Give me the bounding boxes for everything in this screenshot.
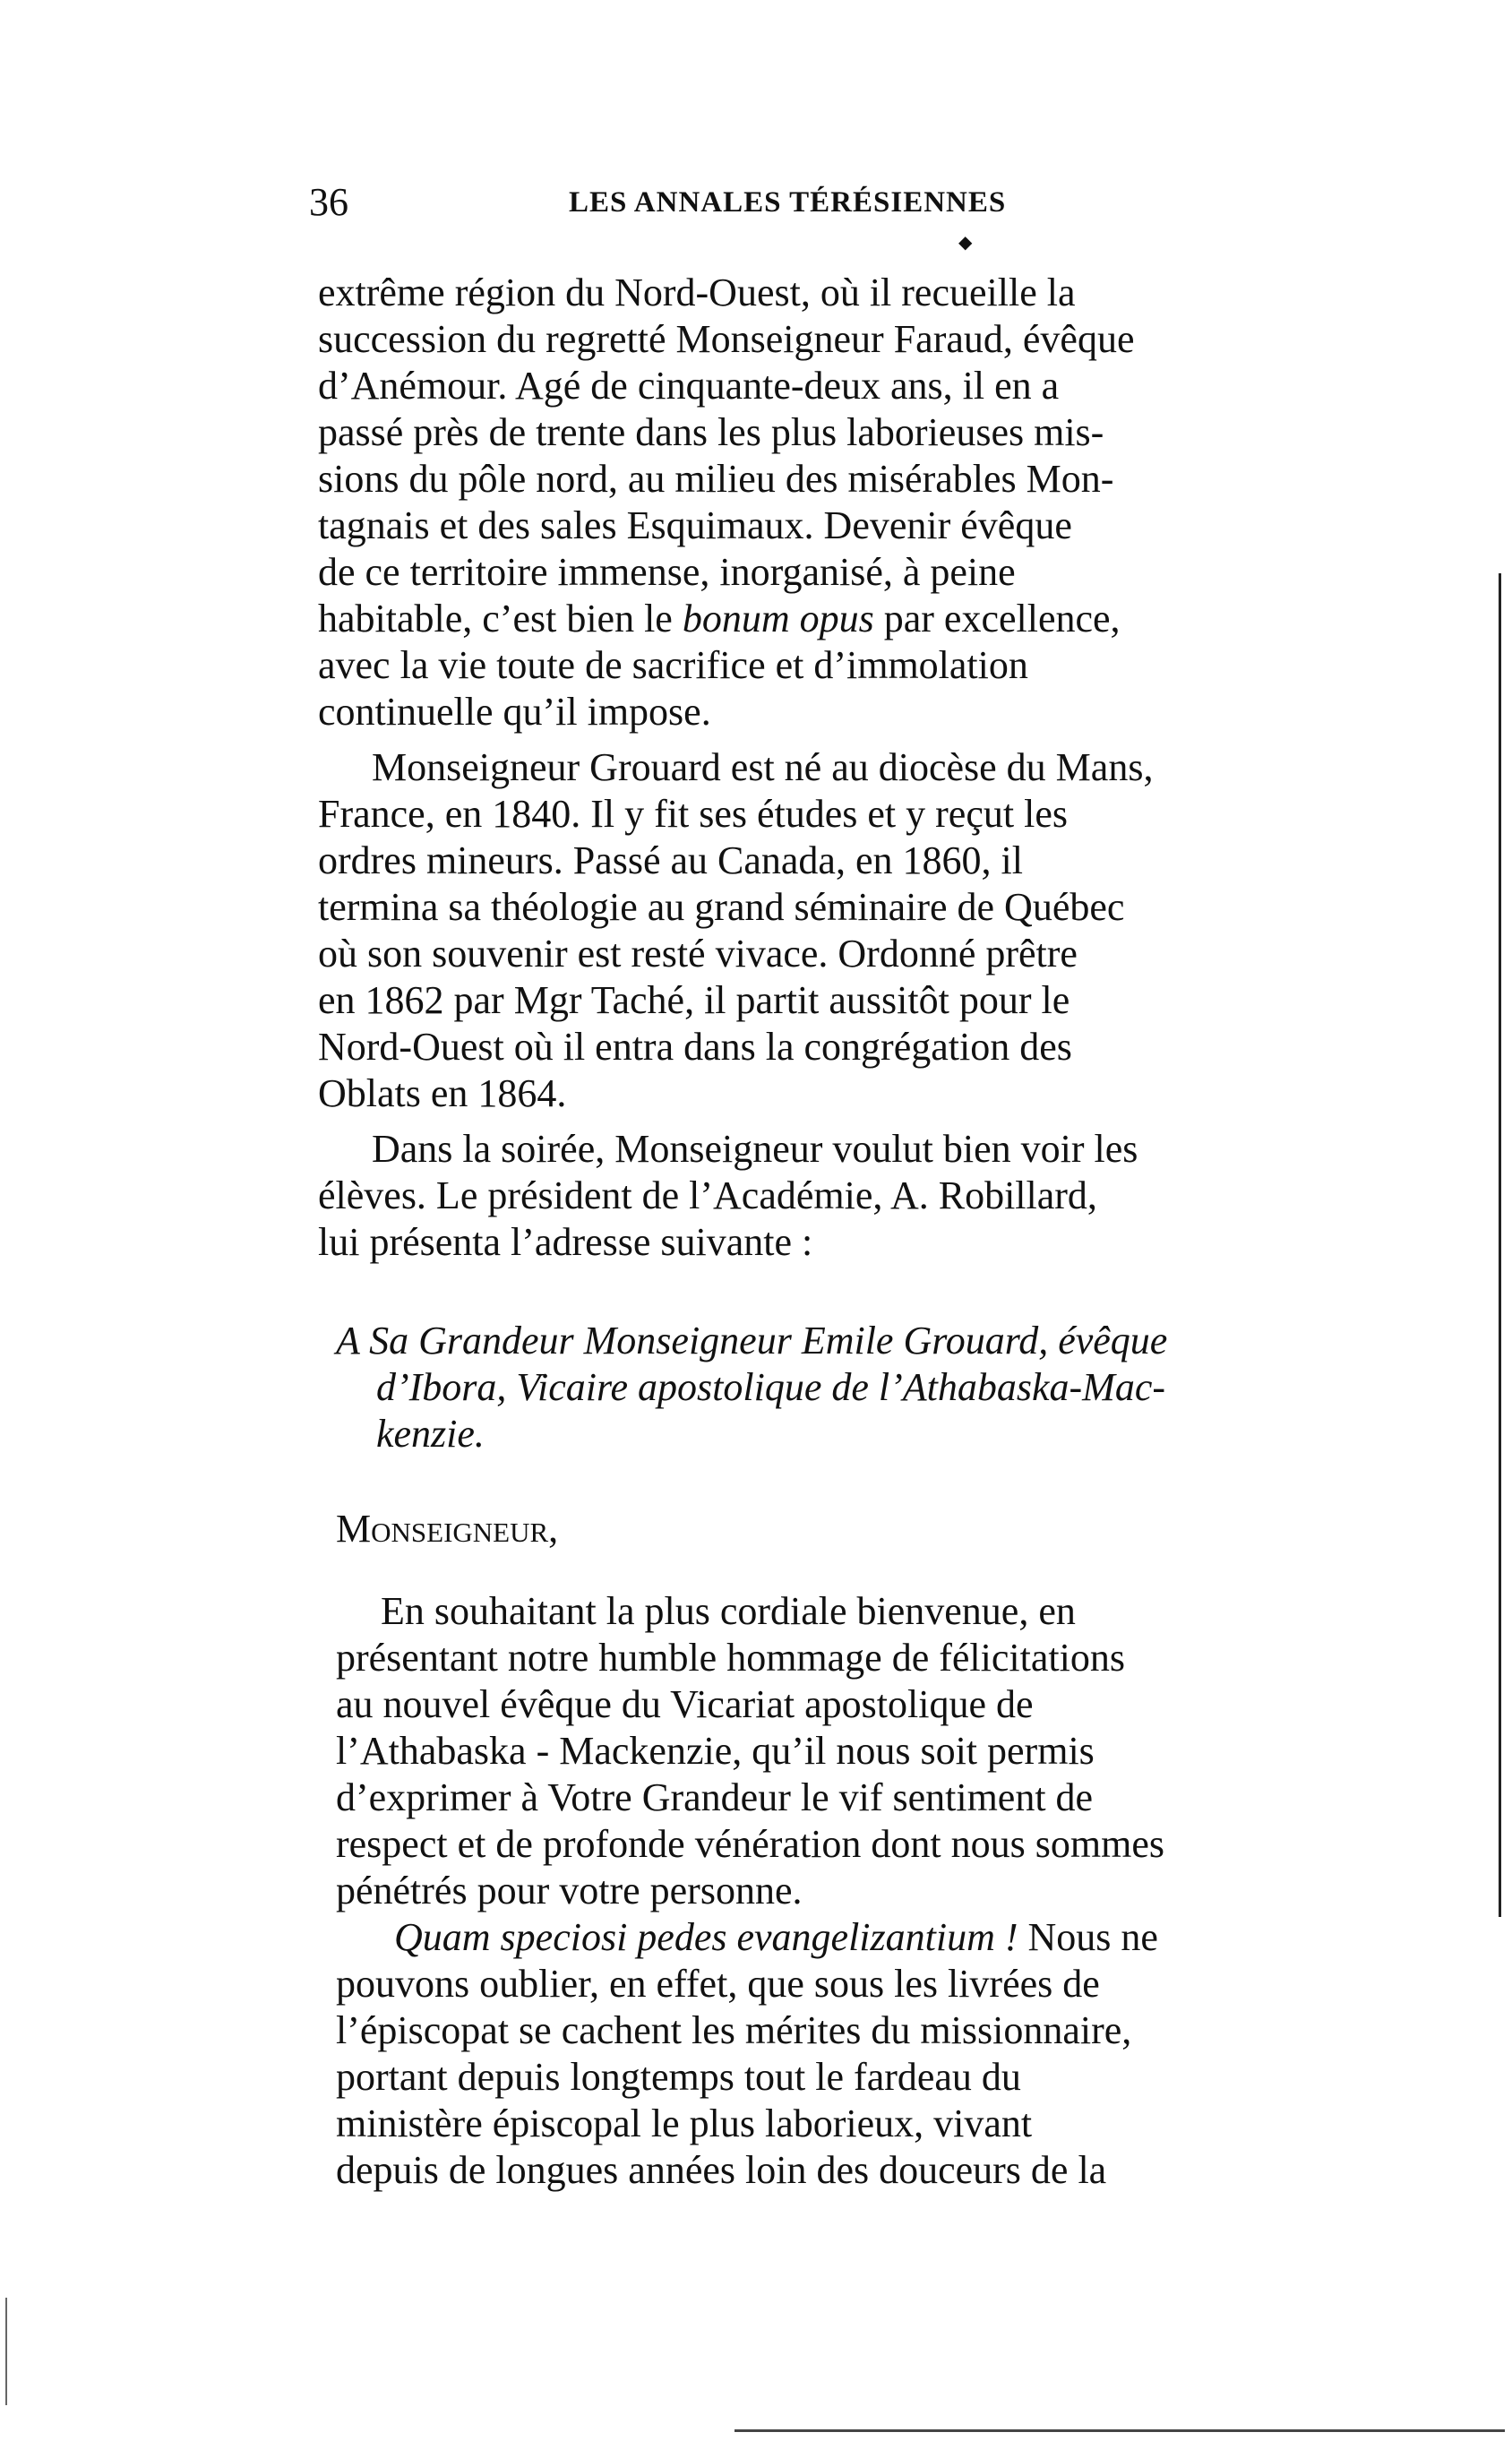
text-line: d’exprimer à Votre Grandeur le vif sentiment de — [336, 1775, 1094, 1819]
address-heading: kenzie. — [376, 1412, 485, 1456]
text-line: extrême région du Nord-Ouest, où il recueille la — [318, 271, 1076, 314]
text-line: passé près de trente dans les plus laborieuses mis- — [318, 410, 1104, 454]
text-line: lui présenta l’adresse suivante : — [318, 1220, 813, 1264]
ornament-dot: ◆ — [958, 233, 973, 253]
page-edge-left — [5, 2298, 7, 2405]
text-line: depuis de longues années loin des douceurs de la — [336, 2148, 1107, 2192]
text-line: Monseigneur Grouard est né au diocèse du Mans, — [372, 745, 1154, 789]
italic-phrase: bonum opus — [682, 597, 874, 640]
salutation: Monseigneur, — [336, 1507, 559, 1551]
text-run: habitable, c’est bien le — [318, 597, 683, 640]
text-line: de ce territoire immense, inorganisé, à peine — [318, 550, 1016, 594]
text-line: En souhaitant la plus cordiale bienvenue, en — [381, 1589, 1076, 1633]
address-heading: d’Ibora, Vicaire apostolique de l’Athabaska-Mac- — [376, 1365, 1166, 1409]
text-line: France, en 1840. Il y fit ses études et y reçut les — [318, 792, 1068, 836]
address-heading: A Sa Grandeur Monseigneur Emile Grouard, évêque — [336, 1319, 1168, 1362]
text-line: Dans la soirée, Monseigneur voulut bien voir les — [372, 1127, 1138, 1171]
text-line: pouvons oublier, en effet, que sous les livrées de — [336, 1962, 1100, 2006]
latin-quote: Quam speciosi pedes evangelizantium ! — [394, 1915, 1018, 1959]
text-line: respect et de profonde vénération dont nous sommes — [336, 1822, 1164, 1866]
text-line: continuelle qu’il impose. — [318, 690, 711, 734]
text-line: d’Anémour. Agé de cinquante-deux ans, il en a — [318, 364, 1060, 408]
text-run: Nous ne — [1018, 1915, 1158, 1959]
page-edge-bottom — [735, 2429, 1505, 2432]
text-line: ordres mineurs. Passé au Canada, en 1860, il — [318, 838, 1023, 882]
text-line: succession du regretté Monseigneur Faraud, évêque — [318, 317, 1135, 361]
text-line: l’épiscopat se cachent les mérites du missionnaire, — [336, 2008, 1132, 2052]
text-line: au nouvel évêque du Vicariat apostolique de — [336, 1682, 1034, 1726]
text-line: termina sa théologie au grand séminaire de Québec — [318, 885, 1125, 929]
running-title: LES ANNALES TÉRÉSIENNES — [569, 186, 1007, 219]
text-line: présentant notre humble hommage de félicitations — [336, 1636, 1125, 1680]
text-line: tagnais et des sales Esquimaux. Devenir évêque — [318, 503, 1072, 547]
text-line: l’Athabaska - Mackenzie, qu’il nous soit permis — [336, 1729, 1095, 1773]
page-edge-right — [1499, 573, 1501, 1917]
text-run: par excellence, — [873, 597, 1121, 640]
text-line: en 1862 par Mgr Taché, il partit aussitôt pour le — [318, 978, 1070, 1022]
text-line: portant depuis longtemps tout le fardeau du — [336, 2055, 1021, 2099]
page-header — [309, 179, 1169, 233]
text-line: élèves. Le président de l’Académie, A. Robillard, — [318, 1173, 1097, 1217]
page-number: 36 — [309, 180, 348, 224]
text-line: Oblats en 1864. — [318, 1071, 567, 1115]
text-line: où son souvenir est resté vivace. Ordonné prêtre — [318, 932, 1078, 976]
text-line — [394, 1913, 1512, 1962]
text-line: Nord-Ouest où il entra dans la congrégation des — [318, 1025, 1072, 1069]
text-line: ministère épiscopal le plus laborieux, vivant — [336, 2101, 1033, 2145]
text-line: sions du pôle nord, au milieu des misérables Mon- — [318, 457, 1114, 501]
text-line: pénétrés pour votre personne. — [336, 1869, 803, 1912]
text-line — [318, 595, 1473, 643]
text-line: avec la vie toute de sacrifice et d’immolation — [318, 643, 1028, 687]
